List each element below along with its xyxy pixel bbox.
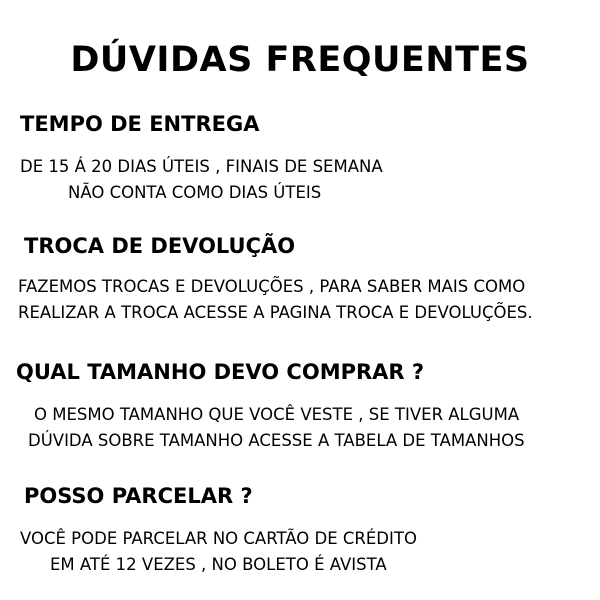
faq-answer-line: O MESMO TAMANHO QUE VOCÊ VESTE , SE TIVER ALGUMA xyxy=(34,405,520,424)
faq-answer-size xyxy=(28,402,525,454)
faq-answer-line: REALIZAR A TROCA ACESSE A PAGINA TROCA E DEVOLUÇÕES. xyxy=(18,303,533,322)
faq-answer-line: VOCÊ PODE PARCELAR NO CARTÃO DE CRÉDITO xyxy=(20,529,417,548)
faq-answer-line: DE 15 Á 20 DIAS ÚTEIS , FINAIS DE SEMANA xyxy=(20,157,383,176)
faq-answer-delivery-time xyxy=(20,154,383,206)
page-title: DÚVIDAS FREQUENTES xyxy=(70,40,530,80)
faq-answer-line: FAZEMOS TROCAS E DEVOLUÇÕES , PARA SABER MAIS COMO xyxy=(18,277,526,296)
faq-question-returns: TROCA DE DEVOLUÇÃO xyxy=(24,234,296,258)
faq-answer-installments xyxy=(20,526,417,578)
faq-answer-line: EM ATÉ 12 VEZES , NO BOLETO É AVISTA xyxy=(50,555,387,574)
faq-answer-line: NÃO CONTA COMO DIAS ÚTEIS xyxy=(68,183,322,202)
faq-question-size: QUAL TAMANHO DEVO COMPRAR ? xyxy=(16,360,425,384)
faq-answer-returns xyxy=(18,274,533,326)
faq-answer-line: DÚVIDA SOBRE TAMANHO ACESSE A TABELA DE TAMANHOS xyxy=(28,431,525,450)
faq-question-delivery-time: TEMPO DE ENTREGA xyxy=(20,112,260,136)
faq-question-installments: POSSO PARCELAR ? xyxy=(24,484,253,508)
